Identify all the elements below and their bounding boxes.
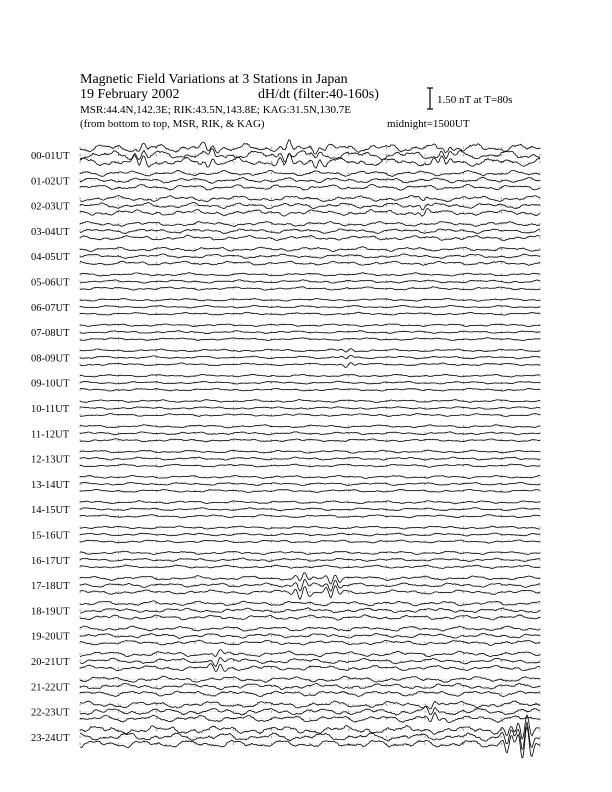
trace-row-07-08UT: [31, 324, 540, 341]
trace-row-20-21UT: [31, 650, 540, 672]
trace-row-01-02UT: [31, 170, 540, 190]
trace-RIK: [80, 633, 540, 638]
midnight-note: midnight=1500UT: [387, 118, 470, 130]
row-label: 00-01UT: [31, 151, 70, 162]
row-label: 08-09UT: [31, 353, 70, 365]
row-label: 11-12UT: [31, 429, 70, 441]
row-label: 07-08UT: [31, 328, 70, 340]
trace-row-00-01UT: [31, 140, 540, 169]
row-label: 18-19UT: [31, 606, 70, 618]
trace-row-02-03UT: [31, 195, 540, 216]
row-label: 22-23UT: [31, 707, 70, 719]
scale-bar-label: 1.50 nT at T=80s: [437, 94, 513, 106]
row-label: 06-07UT: [31, 302, 70, 314]
trace-row-09-10UT: [31, 374, 540, 391]
trace-KAG: [80, 195, 540, 201]
row-label: 15-16UT: [31, 530, 70, 542]
chart-date: 19 February 2002: [80, 87, 180, 102]
row-label: 13-14UT: [31, 479, 70, 491]
trace-MSR: [80, 184, 540, 190]
chart-quantity: dH/dt (filter:40-160s): [258, 87, 379, 102]
row-label: 04-05UT: [31, 252, 70, 264]
row-label: 19-20UT: [31, 631, 70, 643]
row-label: 02-03UT: [31, 201, 70, 213]
row-label: 16-17UT: [31, 555, 70, 567]
trace-row-04-05UT: [31, 247, 540, 266]
scale-bar: [427, 88, 433, 109]
trace-row-14-15UT: [31, 501, 540, 518]
station-coordinates: MSR:44.4N,142.3E; RIK:43.5N,143.8E; KAG:31.5N,130.7E: [80, 104, 352, 116]
trace-row-13-14UT: [31, 475, 540, 492]
row-label: 03-04UT: [31, 226, 70, 238]
row-label: 09-10UT: [31, 378, 70, 390]
trace-row-16-17UT: [31, 551, 540, 568]
trace-KAG: [80, 247, 540, 252]
chart-title: Magnetic Field Variations at 3 Stations in Japan: [80, 72, 348, 87]
row-label: 21-22UT: [31, 682, 70, 694]
row-label: 17-18UT: [31, 581, 70, 593]
trace-row-10-11UT: [31, 400, 540, 417]
row-label: 01-02UT: [31, 176, 70, 188]
trace-row-15-16UT: [31, 526, 540, 543]
row-label: 10-11UT: [31, 404, 70, 415]
trace-row-08-09UT: [31, 349, 540, 368]
trace-row-05-06UT: [31, 273, 540, 291]
trace-row-06-07UT: [31, 298, 540, 315]
trace-row-03-04UT: [31, 222, 540, 241]
trace-row-19-20UT: [31, 626, 540, 646]
row-label: 05-06UT: [31, 277, 70, 289]
trace-KAG: [80, 349, 540, 353]
row-label: 14-15UT: [31, 505, 70, 517]
trace-row-17-18UT: [31, 573, 540, 600]
trace-MSR: [80, 261, 540, 265]
row-label: 20-21UT: [31, 657, 70, 668]
trace-row-12-13UT: [31, 450, 540, 467]
trace-RIK: [80, 280, 540, 284]
trace-row-11-12UT: [31, 425, 540, 442]
station-order-note: (from bottom to top, MSR, RIK, & KAG): [80, 118, 265, 130]
trace-row-23-24UT: [31, 715, 540, 758]
trace-row-18-19UT: [31, 601, 540, 620]
row-label: 23-24UT: [31, 732, 70, 744]
row-label: 12-13UT: [31, 454, 70, 466]
trace-row-21-22UT: [31, 676, 540, 697]
trace-rows: [31, 140, 540, 758]
trace-row-22-23UT: [31, 701, 540, 723]
